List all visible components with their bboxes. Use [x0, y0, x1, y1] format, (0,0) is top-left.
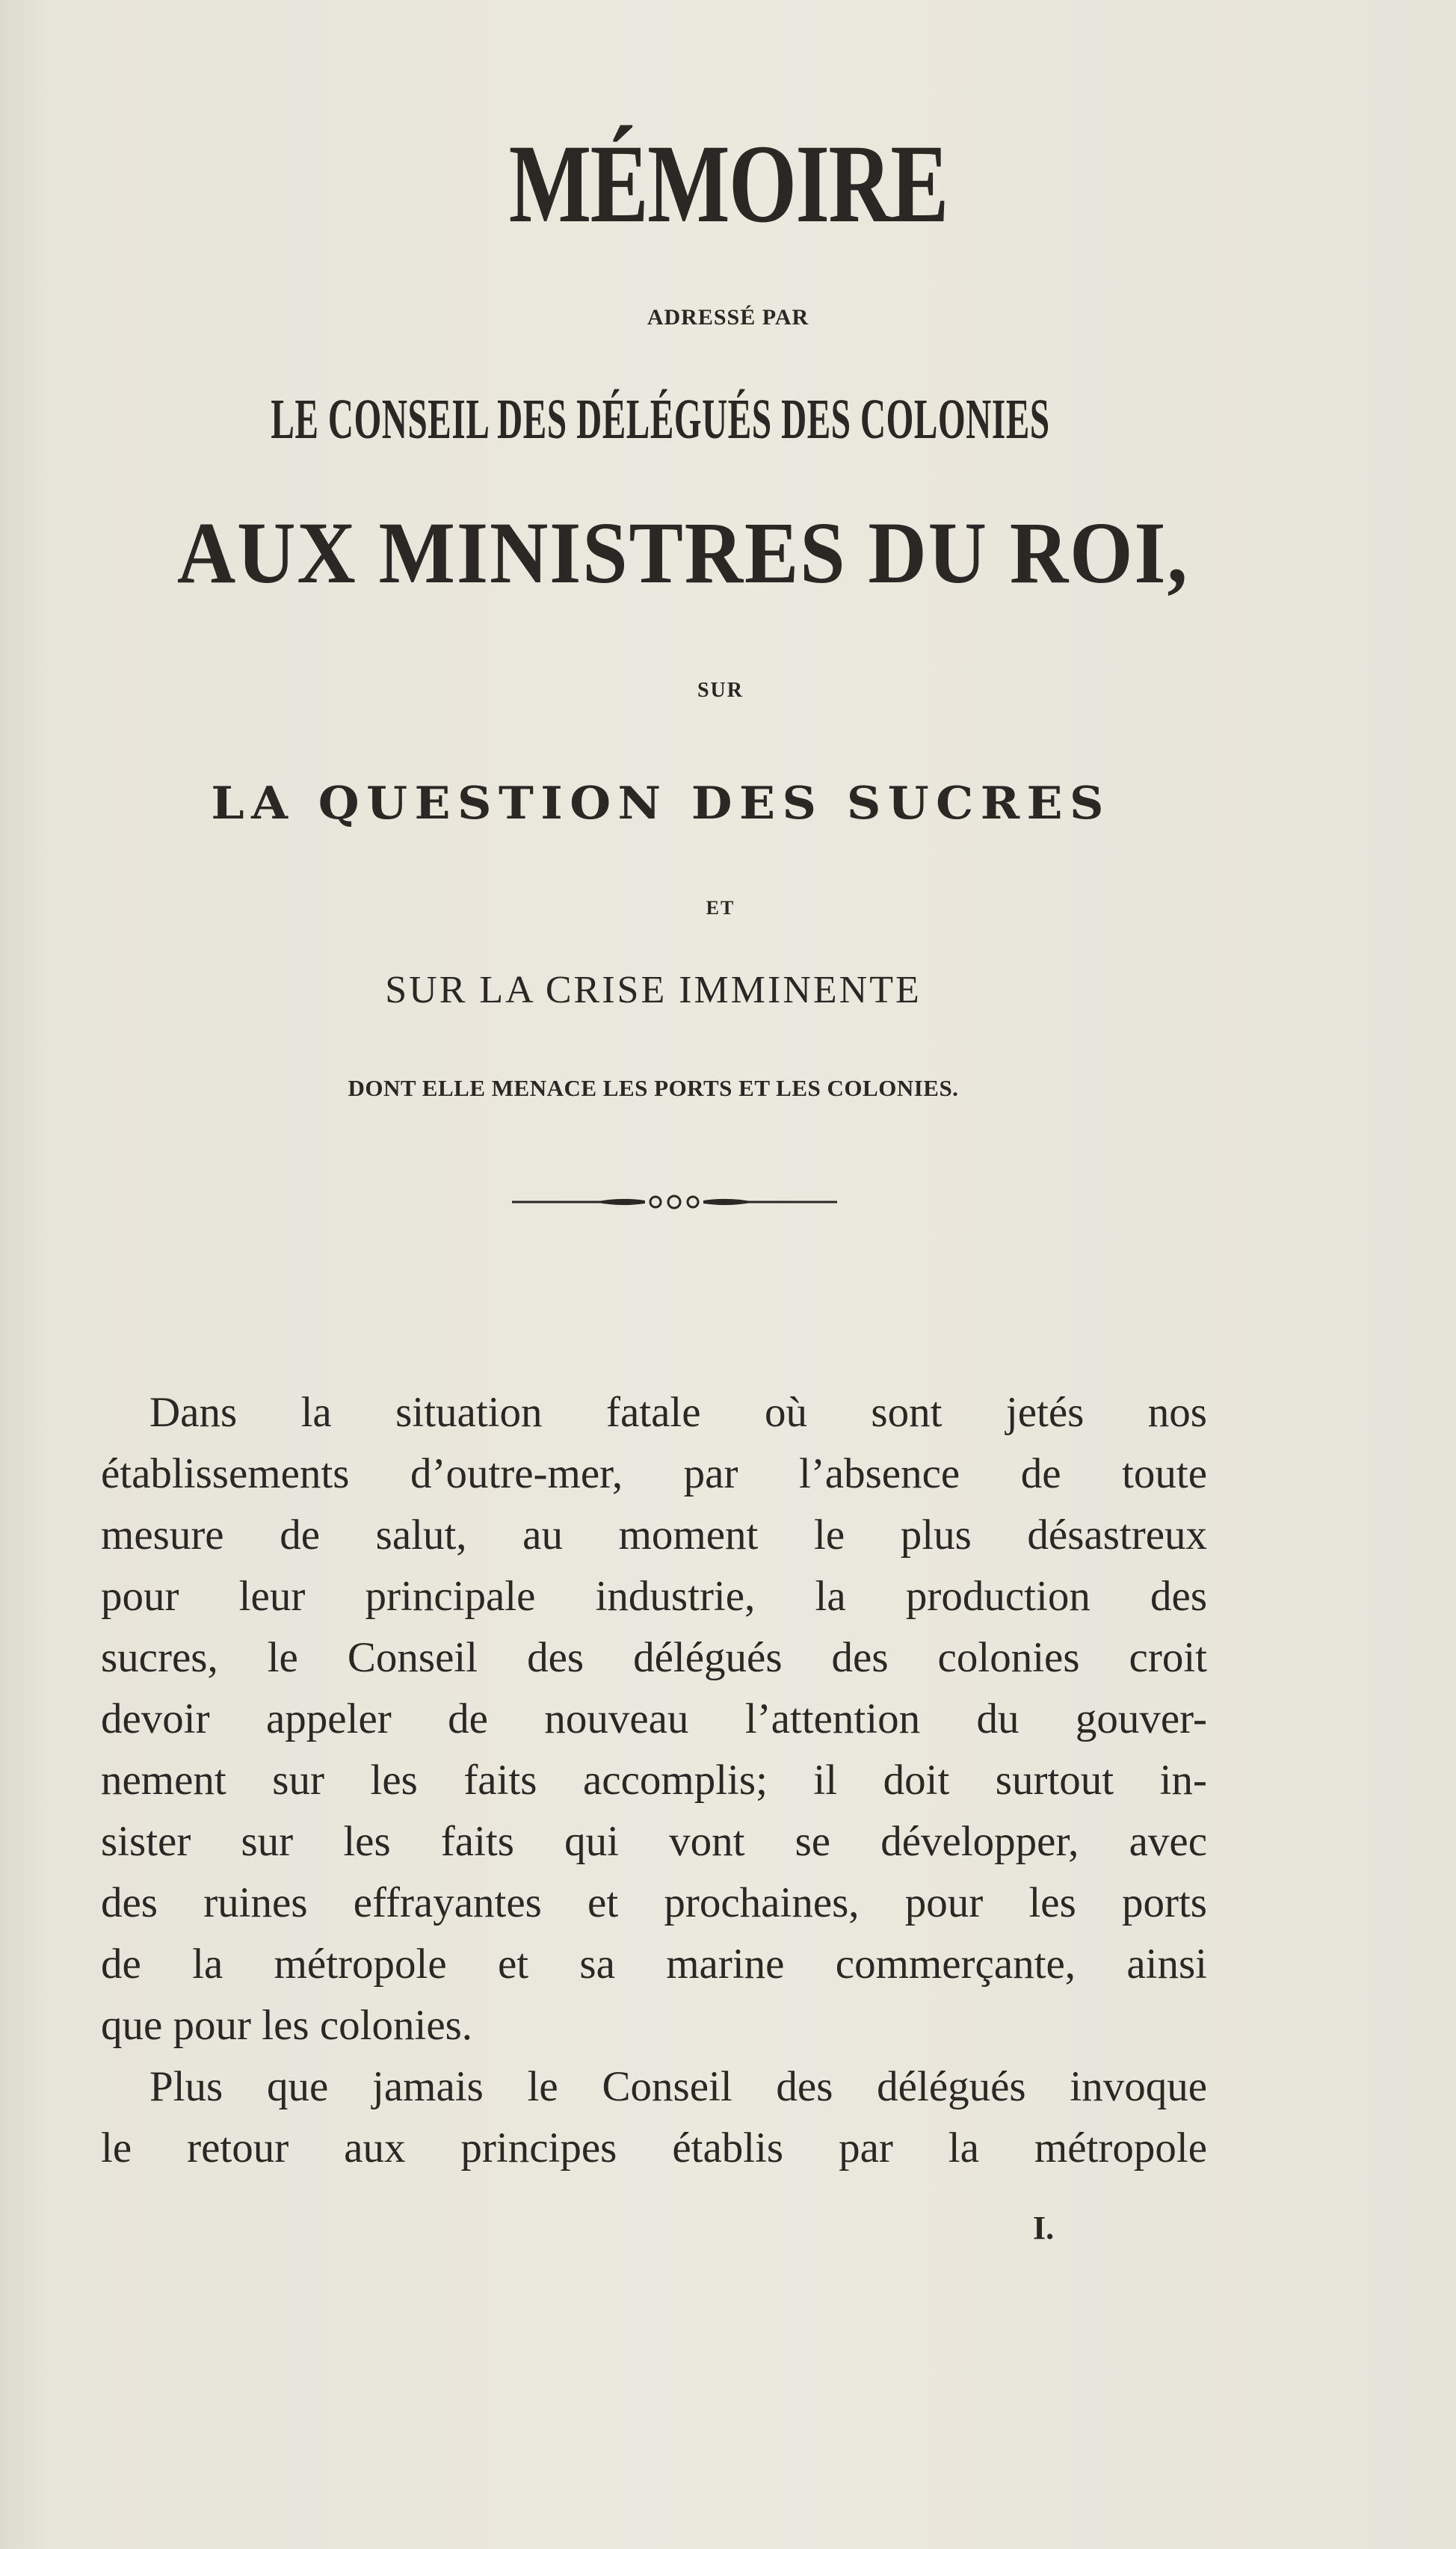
subject2-detail-line [0, 1075, 1381, 1102]
text-line: sucres, le Conseil des délégués des colonies croit [101, 1634, 1207, 1681]
text-line: des ruines effrayantes et prochaines, pour les ports [101, 1879, 1207, 1926]
text-line: nement sur les faits accomplis; il doit surtout in- [101, 1757, 1207, 1804]
recipient-line [0, 502, 1411, 604]
et-text: ET [706, 897, 735, 919]
title-text: MÉMOIRE [508, 122, 948, 246]
subject2-detail-text: DONT ELLE MENACE LES PORTS ET LES COLONIES. [348, 1075, 959, 1101]
subject-text: LA QUESTION DES SUCRES [211, 777, 1111, 830]
author-text: LE CONSEIL DES DÉLÉGUÉS DES COLONIES [271, 388, 1051, 451]
subject2-line [0, 968, 1381, 1012]
text-line: Dans la situation fatale où sont jetés nos [149, 1389, 1207, 1436]
addressed-by-text: ADRESSÉ PAR [647, 305, 809, 330]
addressed-by [0, 305, 1456, 330]
author-line [0, 387, 1389, 452]
sur-line [0, 679, 1449, 703]
text-line: établissements d’outre-mer, par l’absence de toute [101, 1450, 1207, 1497]
sur-text: SUR [697, 679, 744, 702]
text-line: sister sur les faits qui vont se développer, avec [101, 1818, 1207, 1865]
et-line [0, 897, 1449, 919]
text-line: Plus que jamais le Conseil des délégués invoque [149, 2063, 1207, 2110]
page-number: I. [1033, 2210, 1055, 2246]
ornament-divider-icon [512, 1195, 837, 1209]
subject-line [0, 777, 1389, 830]
subject2-text: SUR LA CRISE IMMINENTE [385, 969, 922, 1011]
title-memoire [0, 120, 1456, 248]
text-line: que pour les colonies. [101, 2002, 473, 2049]
recipient-text: AUX MINISTRES DU ROI, [177, 504, 1189, 602]
text-line: pour leur principale industrie, la production des [101, 1573, 1207, 1620]
text-line: devoir appeler de nouveau l’attention du gouver- [101, 1695, 1207, 1742]
text-line: le retour aux principes établis par la métropole [101, 2124, 1207, 2172]
text-line: de la métropole et sa marine commerçante, ainsi [101, 1941, 1207, 1988]
text-line: mesure de salut, au moment le plus désastreux [101, 1511, 1207, 1559]
